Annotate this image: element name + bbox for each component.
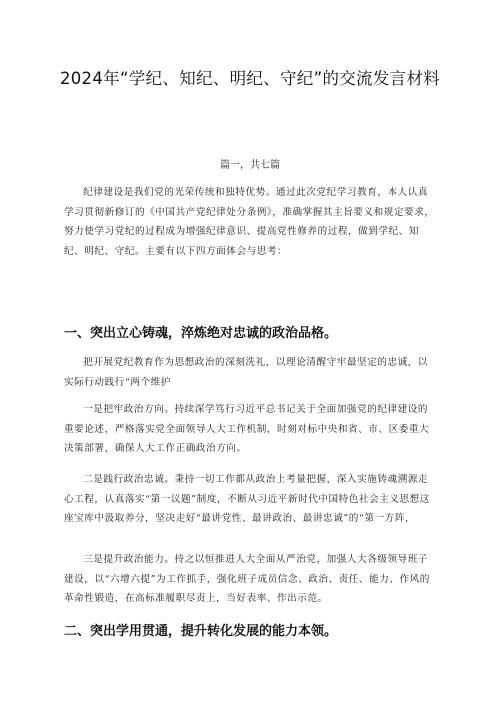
document-subtitle: 篇一，共七篇 [220,160,280,171]
intro-paragraph: 纪律建设是我们党的光荣传统和独特优势。通过此次党纪学习教育，本人认真学习贯彻新修订的《中国共产党纪律处分条例》，准确掌握其主旨要义和规定要求，努力使学习党纪的过程成为增强纪律意识、提高党性修养的过程，做到学纪、知纪、明纪、守纪。主要有以下四方面体会与思考： [64,187,435,257]
section-1-heading: 一、突出立心铸魂，淬炼绝对忠诚的政治品格。 [64,326,338,341]
section-1-paragraph-2: 一是把牢政治方向。持续深学笃行习近平总书记关于全面加强党的纪律建设的重要论述，严格落实党全面领导人大工作机制，时刻对标中央和省、市、区委重大决策部署，确保人大工作正确政治方向。 [64,404,430,454]
document-title: 2024年“学纪、知纪、明纪、守纪”的交流发言材料 [59,69,441,88]
section-1-paragraph-4: 三是提升政治能力。持之以恒推进人大全面从严治党，加强人大各级领导班子建设，以“六增六提”为工作抓手，强化班子成员信念、政治、责任、能力、作风的革命性锻造，在高标准履职尽责上，当好表率、作出示范。 [64,554,430,604]
section-1-paragraph-3: 二是践行政治忠诚。秉持一切工作都从政治上考量把握，深入实施铸魂溯源走心工程，认真落实“第一议题”制度，不断从习近平新时代中国特色社会主义思想这座宝库中汲取养分，坚决走好“最讲党性、最讲政治、最讲忠诚”的“第一方阵， [64,474,430,524]
section-2-heading: 二、突出学用贯通，提升转化发展的能力本领。 [64,624,338,639]
section-1-paragraph-1: 把开展党纪教育作为思想政治的深刻洗礼，以理论清醒守牢最坚定的忠诚，以实际行动践行“两个维护 [64,357,429,388]
